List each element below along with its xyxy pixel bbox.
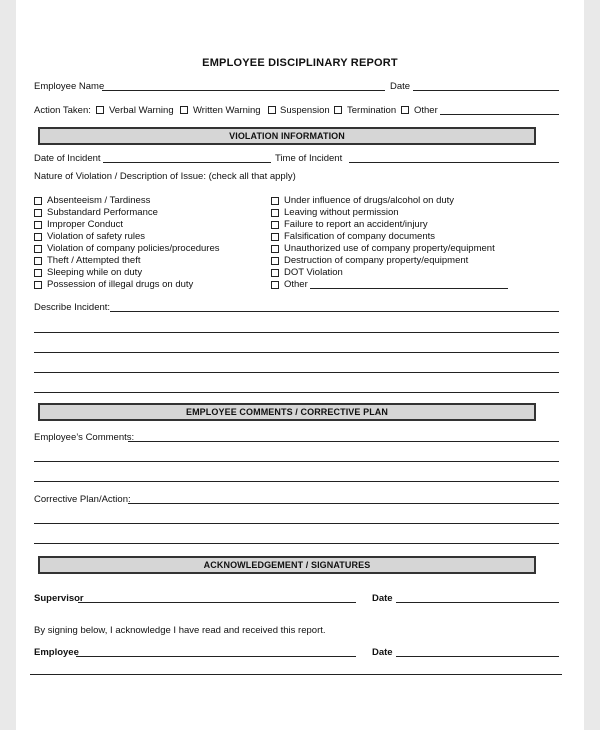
- violation-item: Failure to report an accident/injury: [284, 219, 428, 230]
- violation-item: Falsification of company documents: [284, 231, 436, 242]
- supervisor-date-field[interactable]: [396, 602, 559, 603]
- corrective-plan-label: Corrective Plan/Action:: [34, 494, 131, 505]
- other-action-field[interactable]: [440, 114, 559, 115]
- employee-comments-line[interactable]: [34, 481, 559, 482]
- checkbox-other-action[interactable]: [401, 106, 409, 114]
- date-field[interactable]: [413, 90, 559, 91]
- section-employee-comments: EMPLOYEE COMMENTS / CORRECTIVE PLAN: [38, 403, 536, 421]
- employee-signature-field[interactable]: [76, 656, 356, 657]
- checkbox-sleeping[interactable]: [34, 269, 42, 277]
- employee-comments-line[interactable]: [34, 461, 559, 462]
- employee-comments-line[interactable]: [128, 441, 559, 442]
- employee-comments-label: Employee’s Comments:: [34, 432, 135, 443]
- corrective-plan-line[interactable]: [128, 503, 559, 504]
- checkbox-suspension[interactable]: [268, 106, 276, 114]
- checkbox-failure-to-report[interactable]: [271, 221, 279, 229]
- nature-of-violation-label: Nature of Violation / Description of Issue: (check all that apply): [34, 171, 296, 182]
- corrective-plan-line[interactable]: [34, 523, 559, 524]
- checkbox-leaving-without-permission[interactable]: [271, 209, 279, 217]
- checkbox-falsification[interactable]: [271, 233, 279, 241]
- violation-item: Under influence of drugs/alcohol on duty: [284, 195, 455, 206]
- action-other: Other: [414, 105, 438, 116]
- checkbox-substandard-performance[interactable]: [34, 209, 42, 217]
- checkbox-destruction[interactable]: [271, 257, 279, 265]
- action-written-warning: Written Warning: [193, 105, 261, 116]
- other-violation-field[interactable]: [310, 288, 508, 289]
- checkbox-unauthorized-use[interactable]: [271, 245, 279, 253]
- checkbox-termination[interactable]: [334, 106, 342, 114]
- violation-item: DOT Violation: [284, 267, 343, 278]
- violation-item: Sleeping while on duty: [47, 267, 143, 278]
- corrective-plan-line[interactable]: [34, 543, 559, 544]
- checkbox-illegal-drugs[interactable]: [34, 281, 42, 289]
- checkbox-under-influence[interactable]: [271, 197, 279, 205]
- violation-item: Substandard Performance: [47, 207, 158, 218]
- checkbox-theft[interactable]: [34, 257, 42, 265]
- time-of-incident-label: Time of Incident: [275, 153, 343, 164]
- employee-date-label: Date: [372, 647, 393, 658]
- violation-item: Destruction of company property/equipment: [284, 255, 469, 266]
- describe-incident-label: Describe Incident:: [34, 302, 111, 313]
- footer-divider: [30, 674, 562, 675]
- checkbox-absenteeism[interactable]: [34, 197, 42, 205]
- action-suspension: Suspension: [280, 105, 330, 116]
- describe-incident-line[interactable]: [34, 352, 559, 353]
- describe-incident-line[interactable]: [34, 392, 559, 393]
- checkbox-safety-rules[interactable]: [34, 233, 42, 241]
- date-of-incident-field[interactable]: [103, 162, 271, 163]
- section-acknowledgement: ACKNOWLEDGEMENT / SIGNATURES: [38, 556, 536, 574]
- describe-incident-line[interactable]: [34, 372, 559, 373]
- violation-item: Absenteeism / Tardiness: [47, 195, 151, 206]
- time-of-incident-field[interactable]: [349, 162, 559, 163]
- date-of-incident-label: Date of Incident: [34, 153, 101, 164]
- violation-item: Leaving without permission: [284, 207, 399, 218]
- checkbox-dot-violation[interactable]: [271, 269, 279, 277]
- checkbox-verbal-warning[interactable]: [96, 106, 104, 114]
- describe-incident-line[interactable]: [110, 311, 559, 312]
- checkbox-other-violation[interactable]: [271, 281, 279, 289]
- employee-date-field[interactable]: [396, 656, 559, 657]
- document-title: EMPLOYEE DISCIPLINARY REPORT: [202, 57, 398, 69]
- supervisor-date-label: Date: [372, 593, 393, 604]
- violation-item: Violation of company policies/procedures: [47, 243, 220, 254]
- violation-item: Possession of illegal drugs on duty: [47, 279, 194, 290]
- violation-item: Improper Conduct: [47, 219, 124, 230]
- action-verbal-warning: Verbal Warning: [109, 105, 174, 116]
- checkbox-improper-conduct[interactable]: [34, 221, 42, 229]
- acknowledgement-text: By signing below, I acknowledge I have read and received this report.: [34, 625, 326, 636]
- supervisor-label: Supervisor: [34, 593, 84, 604]
- supervisor-signature-field[interactable]: [78, 602, 356, 603]
- checkbox-company-policies[interactable]: [34, 245, 42, 253]
- violation-item: Violation of safety rules: [47, 231, 146, 242]
- violation-item: Theft / Attempted theft: [47, 255, 141, 266]
- action-termination: Termination: [347, 105, 397, 116]
- violation-item: Other: [284, 279, 308, 290]
- employee-signature-label: Employee: [34, 647, 79, 658]
- document-page: [16, 0, 584, 730]
- violation-item: Unauthorized use of company property/equipment: [284, 243, 495, 254]
- section-violation-information: VIOLATION INFORMATION: [38, 127, 536, 145]
- action-taken-label: Action Taken:: [34, 105, 91, 116]
- employee-name-field[interactable]: [102, 90, 385, 91]
- date-label: Date: [390, 81, 411, 92]
- checkbox-written-warning[interactable]: [180, 106, 188, 114]
- describe-incident-line[interactable]: [34, 332, 559, 333]
- employee-name-label: Employee Name: [34, 81, 105, 92]
